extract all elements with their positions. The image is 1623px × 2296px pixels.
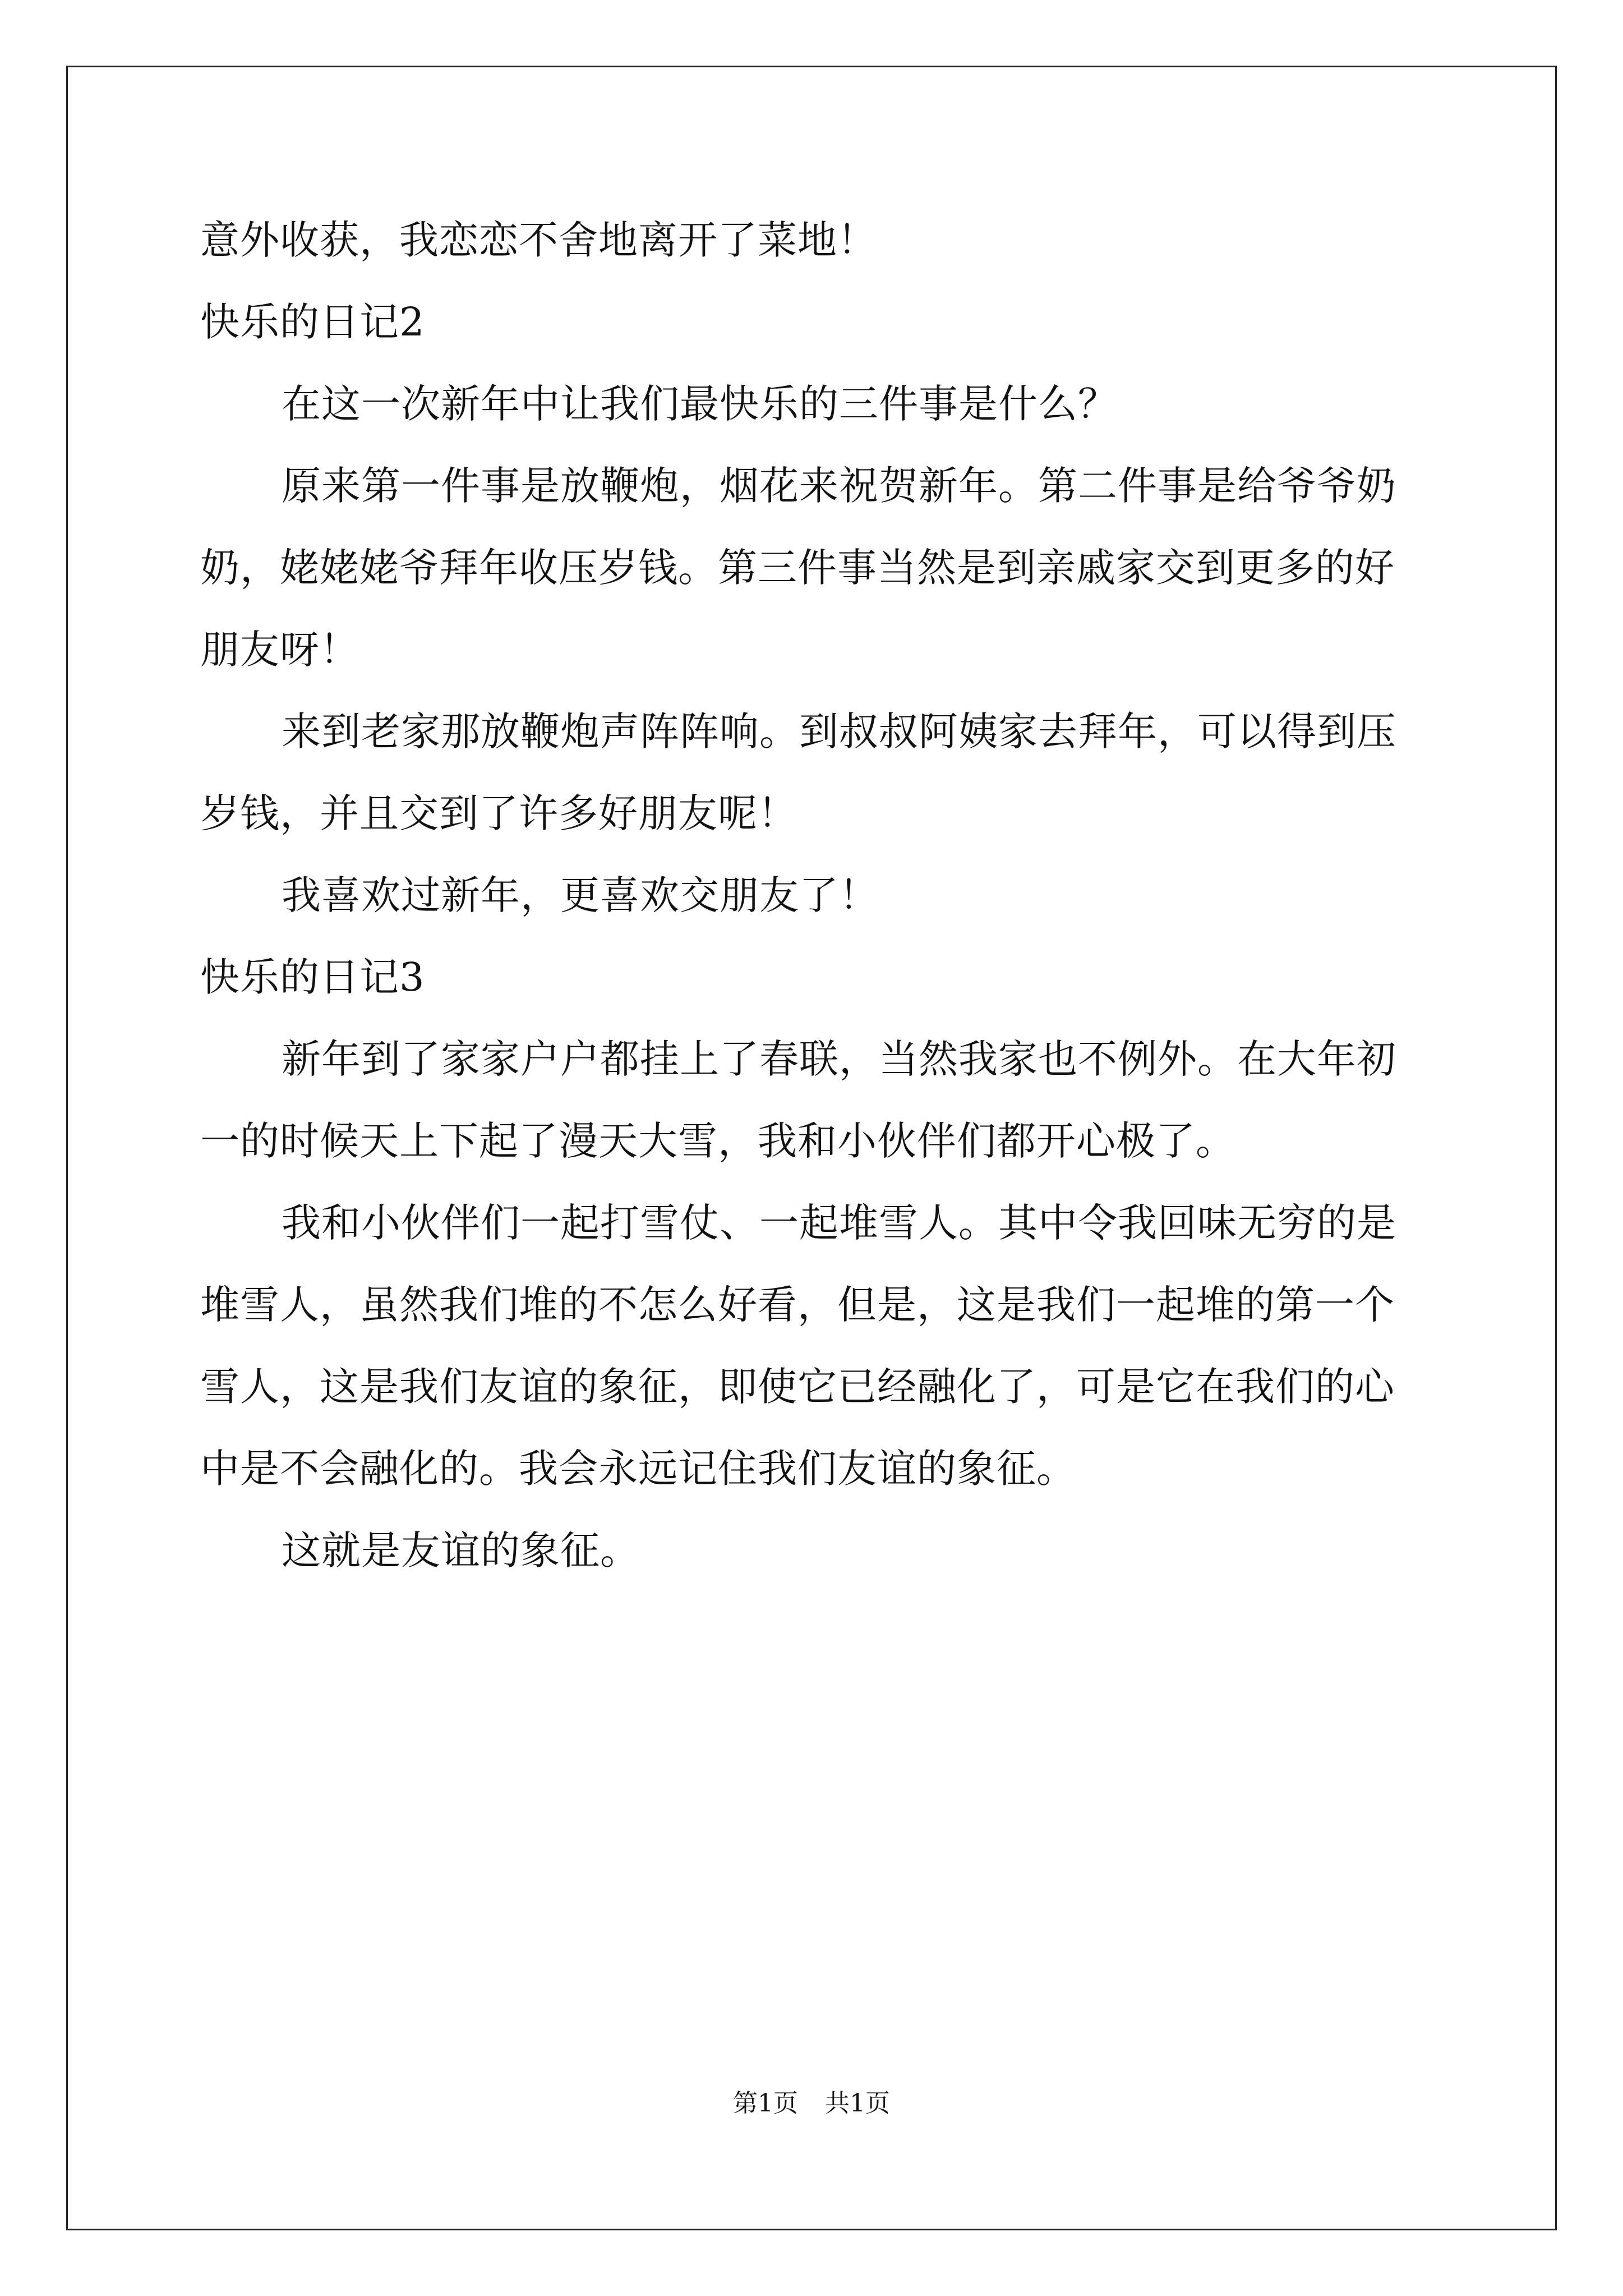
section-heading: 快乐的日记2 (200, 299, 425, 345)
page-number: 第1页 (733, 2089, 798, 2118)
paragraph-line: 我和小伙伴们一起打雪仗、一起堆雪人。其中令我回味无穷的是 (282, 1200, 1396, 1246)
paragraph-line: 奶，姥姥姥爷拜年收压岁钱。第三件事当然是到亲戚家交到更多的好 (200, 545, 1395, 591)
paragraph-line: 来到老家那放鞭炮声阵阵响。到叔叔阿姨家去拜年，可以得到压 (282, 708, 1396, 754)
paragraph-line: 我喜欢过新年，更喜欢交朋友了！ (282, 872, 879, 918)
page-footer (0, 2088, 1623, 2119)
paragraph-line: 原来第一件事是放鞭炮，烟花来祝贺新年。第二件事是给爷爷奶 (282, 463, 1396, 509)
section-heading: 快乐的日记3 (200, 954, 425, 1000)
page-total: 共1页 (825, 2089, 890, 2118)
paragraph-line: 一的时候天上下起了漫天大雪，我和小伙伴们都开心极了。 (200, 1118, 1235, 1164)
paragraph-line: 堆雪人，虽然我们堆的不怎么好看，但是，这是我们一起堆的第一个 (200, 1282, 1395, 1328)
paragraph-line: 新年到了家家户户都挂上了春联，当然我家也不例外。在大年初 (282, 1036, 1396, 1082)
paragraph-line: 中是不会融化的。我会永远记住我们友谊的象征。 (200, 1446, 1076, 1492)
paragraph-line: 雪人，这是我们友谊的象征，即使它已经融化了，可是它在我们的心 (200, 1364, 1395, 1410)
paragraph-line: 岁钱，并且交到了许多好朋友呢！ (200, 790, 797, 836)
paragraph-line: 意外收获，我恋恋不舍地离开了菜地！ (200, 217, 877, 263)
paragraph-line: 在这一次新年中让我们最快乐的三件事是什么？ (282, 381, 1118, 427)
paragraph-line: 朋友呀！ (200, 627, 359, 673)
paragraph-line: 这就是友谊的象征。 (282, 1527, 640, 1573)
